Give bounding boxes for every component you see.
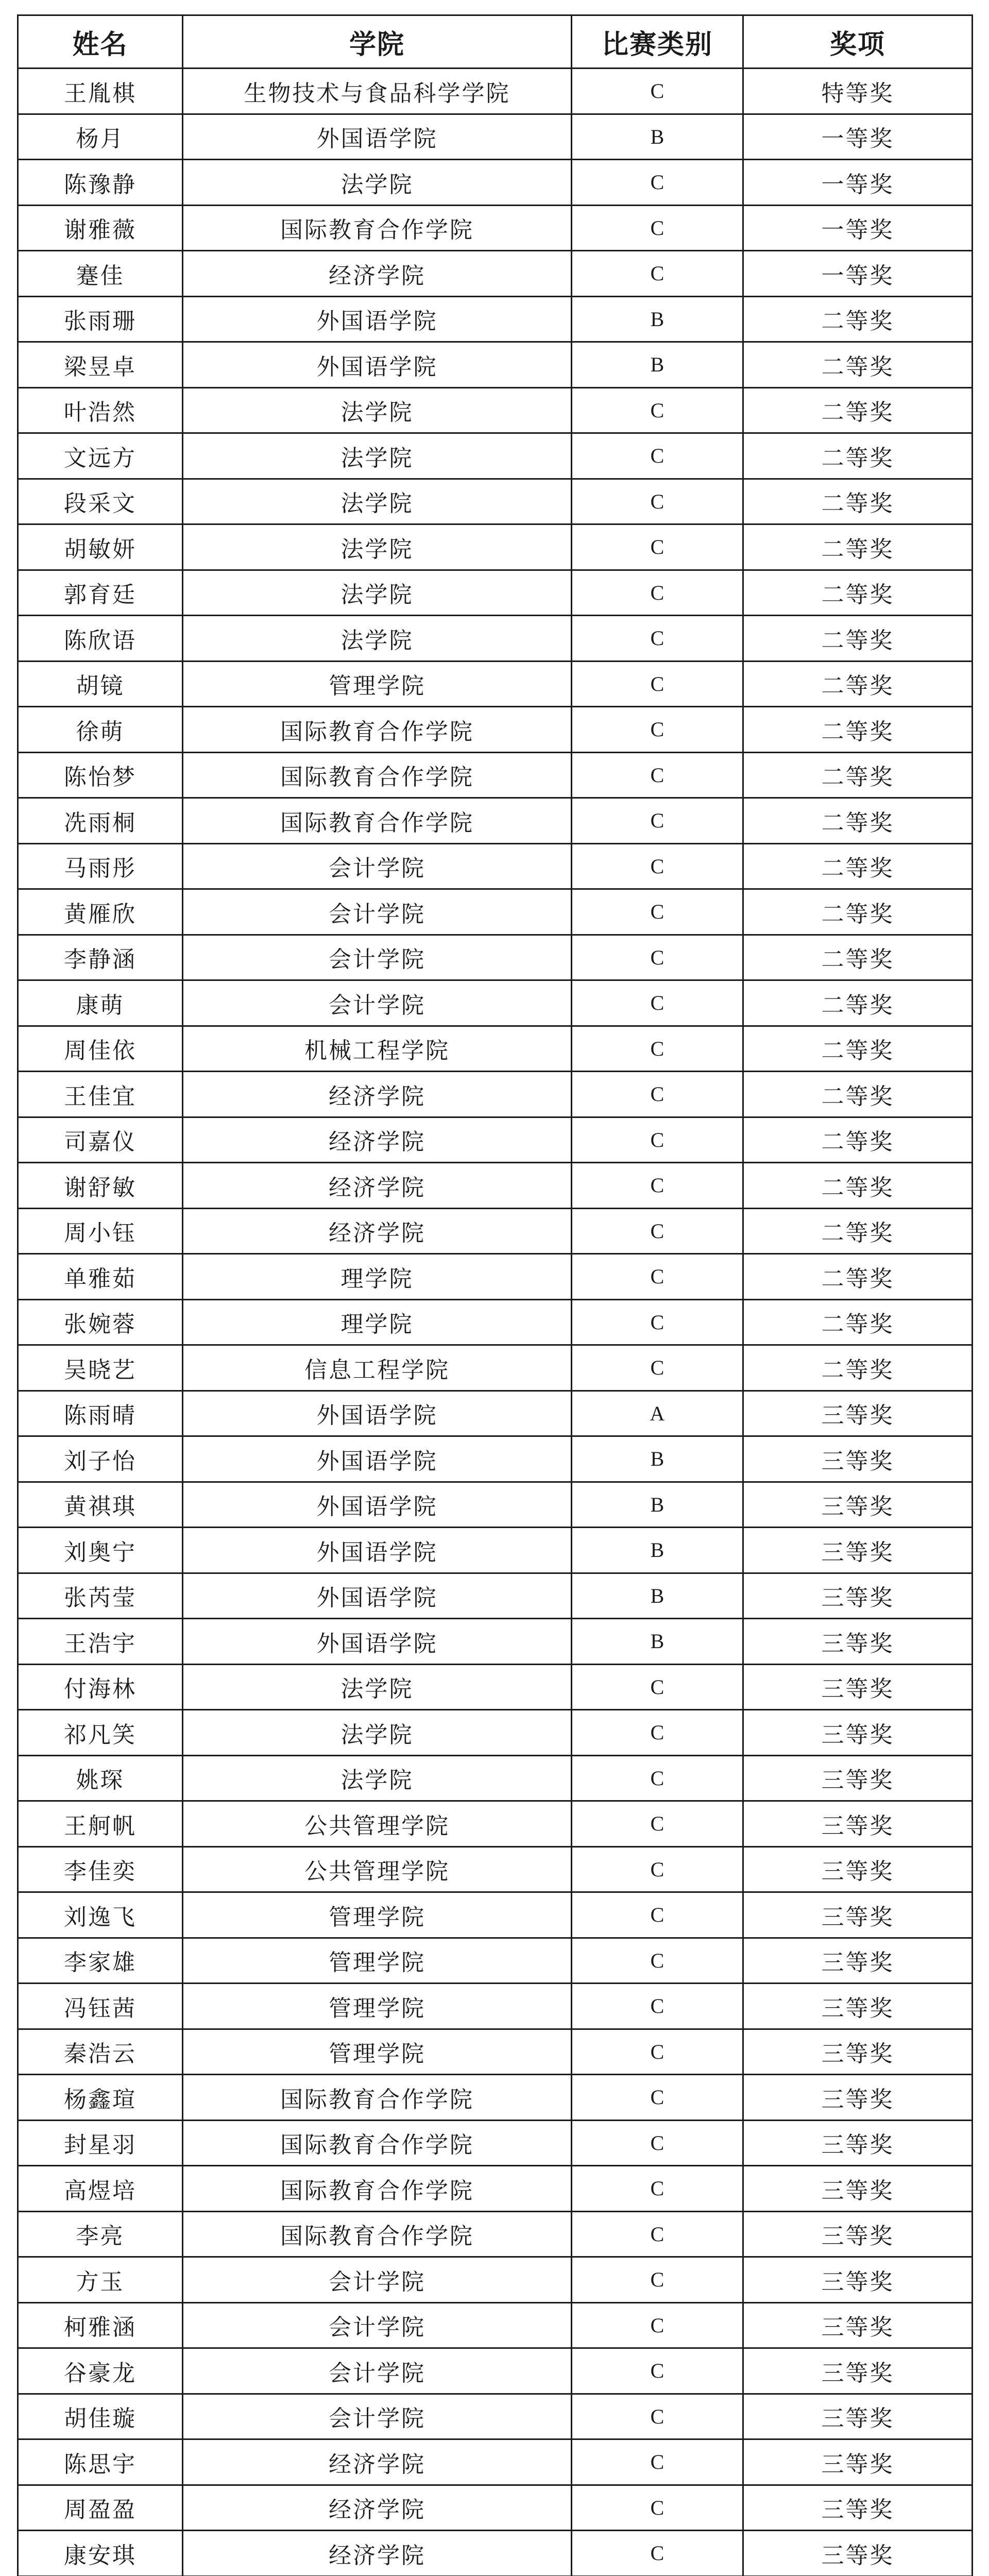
cell-college: 经济学院 (183, 251, 572, 297)
cell-award: 二等奖 (743, 843, 973, 889)
cell-category: C (572, 1938, 743, 1984)
cell-award: 二等奖 (743, 479, 973, 524)
table-row (18, 570, 973, 616)
cell-name: 高煜培 (18, 2166, 183, 2212)
cell-category: C (572, 889, 743, 935)
cell-category: C (572, 1345, 743, 1391)
table-row (18, 2302, 973, 2348)
table-row (18, 752, 973, 798)
cell-college: 国际教育合作学院 (183, 2166, 572, 2212)
cell-name: 王浩宇 (18, 1619, 183, 1665)
cell-name: 王舸帆 (18, 1801, 183, 1847)
cell-name: 谷豪龙 (18, 2348, 183, 2394)
cell-college: 会计学院 (183, 889, 572, 935)
cell-award: 三等奖 (743, 1938, 973, 1984)
cell-name: 张婉蓉 (18, 1299, 183, 1345)
table-row (18, 935, 973, 980)
cell-award: 二等奖 (743, 570, 973, 616)
cell-name: 周小钰 (18, 1208, 183, 1254)
cell-college: 经济学院 (183, 2531, 572, 2576)
cell-award: 二等奖 (743, 980, 973, 1026)
cell-award: 一等奖 (743, 205, 973, 251)
table-row (18, 1619, 973, 1665)
cell-name: 胡敏妍 (18, 524, 183, 570)
table-row (18, 69, 973, 114)
table-row (18, 616, 973, 662)
cell-category: B (572, 296, 743, 342)
cell-college: 理学院 (183, 1299, 572, 1345)
cell-category: C (572, 433, 743, 479)
cell-college: 管理学院 (183, 661, 572, 707)
cell-name: 张雨珊 (18, 296, 183, 342)
table-row (18, 1117, 973, 1163)
cell-college: 经济学院 (183, 1208, 572, 1254)
cell-college: 经济学院 (183, 1163, 572, 1209)
table-header (18, 15, 973, 69)
cell-category: C (572, 1801, 743, 1847)
cell-college: 经济学院 (183, 1072, 572, 1117)
cell-award: 一等奖 (743, 114, 973, 160)
table-row (18, 251, 973, 297)
cell-award: 三等奖 (743, 1984, 973, 2029)
cell-college: 法学院 (183, 524, 572, 570)
table-body (18, 69, 973, 2576)
cell-award: 三等奖 (743, 2029, 973, 2075)
cell-college: 公共管理学院 (183, 1801, 572, 1847)
cell-name: 周盈盈 (18, 2485, 183, 2531)
award-table (17, 14, 973, 2576)
cell-name: 叶浩然 (18, 387, 183, 433)
table-row (18, 1299, 973, 1345)
cell-college: 外国语学院 (183, 1436, 572, 1482)
cell-award: 二等奖 (743, 616, 973, 662)
cell-category: C (572, 1026, 743, 1072)
cell-name: 吴晓艺 (18, 1345, 183, 1391)
cell-award: 三等奖 (743, 1755, 973, 1801)
cell-name: 陈豫静 (18, 160, 183, 206)
cell-college: 会计学院 (183, 980, 572, 1026)
cell-college: 会计学院 (183, 2394, 572, 2439)
cell-award: 二等奖 (743, 798, 973, 844)
header-category: 比赛类别 (572, 15, 743, 69)
table-row (18, 479, 973, 524)
table-row (18, 2075, 973, 2121)
cell-name: 郭育廷 (18, 570, 183, 616)
header-award: 奖项 (743, 15, 973, 69)
cell-college: 外国语学院 (183, 1528, 572, 1573)
cell-category: C (572, 1892, 743, 1938)
cell-category: C (572, 752, 743, 798)
cell-name: 秦浩云 (18, 2029, 183, 2075)
cell-category: C (572, 2075, 743, 2121)
cell-name: 陈怡梦 (18, 752, 183, 798)
cell-category: B (572, 114, 743, 160)
table-row (18, 1528, 973, 1573)
cell-name: 胡佳璇 (18, 2394, 183, 2439)
cell-category: C (572, 1710, 743, 1756)
cell-name: 李家雄 (18, 1938, 183, 1984)
cell-category: C (572, 1117, 743, 1163)
cell-award: 三等奖 (743, 2485, 973, 2531)
cell-college: 国际教育合作学院 (183, 752, 572, 798)
table-row (18, 1482, 973, 1528)
cell-award: 三等奖 (743, 2439, 973, 2485)
cell-award: 三等奖 (743, 2211, 973, 2257)
cell-award: 三等奖 (743, 2166, 973, 2212)
cell-college: 国际教育合作学院 (183, 2211, 572, 2257)
table-row (18, 205, 973, 251)
cell-award: 三等奖 (743, 1619, 973, 1665)
cell-name: 陈雨晴 (18, 1391, 183, 1436)
cell-award: 三等奖 (743, 1528, 973, 1573)
cell-name: 文远方 (18, 433, 183, 479)
cell-name: 姚琛 (18, 1755, 183, 1801)
cell-category: C (572, 1163, 743, 1209)
table-row (18, 2211, 973, 2257)
cell-award: 二等奖 (743, 1208, 973, 1254)
cell-college: 生物技术与食品科学学院 (183, 69, 572, 114)
cell-category: C (572, 2211, 743, 2257)
cell-college: 外国语学院 (183, 342, 572, 388)
cell-award: 三等奖 (743, 1573, 973, 1619)
cell-award: 二等奖 (743, 1345, 973, 1391)
table-row (18, 1846, 973, 1892)
cell-name: 康萌 (18, 980, 183, 1026)
table-row (18, 2485, 973, 2531)
cell-category: C (572, 2439, 743, 2485)
cell-award: 三等奖 (743, 1846, 973, 1892)
cell-award: 三等奖 (743, 2120, 973, 2166)
header-row (18, 15, 973, 69)
cell-category: C (572, 2257, 743, 2303)
cell-award: 二等奖 (743, 1163, 973, 1209)
cell-college: 法学院 (183, 160, 572, 206)
cell-college: 国际教育合作学院 (183, 707, 572, 753)
cell-name: 段采文 (18, 479, 183, 524)
cell-college: 机械工程学院 (183, 1026, 572, 1072)
table-row (18, 1254, 973, 1300)
cell-category: C (572, 1846, 743, 1892)
table-row (18, 1984, 973, 2029)
cell-college: 国际教育合作学院 (183, 2075, 572, 2121)
cell-award: 二等奖 (743, 342, 973, 388)
table-row (18, 114, 973, 160)
cell-category: B (572, 1528, 743, 1573)
cell-category: C (572, 616, 743, 662)
table-row (18, 1208, 973, 1254)
cell-award: 三等奖 (743, 2394, 973, 2439)
cell-name: 李静涵 (18, 935, 183, 980)
cell-name: 祁凡笑 (18, 1710, 183, 1756)
cell-award: 二等奖 (743, 296, 973, 342)
cell-category: C (572, 2348, 743, 2394)
table-row (18, 843, 973, 889)
table-row (18, 1664, 973, 1710)
cell-award: 二等奖 (743, 433, 973, 479)
cell-category: C (572, 479, 743, 524)
table-row (18, 1938, 973, 1984)
cell-category: C (572, 2394, 743, 2439)
cell-category: C (572, 1755, 743, 1801)
cell-category: C (572, 387, 743, 433)
cell-name: 刘子怡 (18, 1436, 183, 1482)
cell-college: 法学院 (183, 1755, 572, 1801)
table-row (18, 433, 973, 479)
table-row (18, 387, 973, 433)
cell-name: 谢雅薇 (18, 205, 183, 251)
cell-college: 会计学院 (183, 935, 572, 980)
table-row (18, 2029, 973, 2075)
table-row (18, 524, 973, 570)
header-college: 学院 (183, 15, 572, 69)
cell-award: 特等奖 (743, 69, 973, 114)
cell-category: C (572, 2485, 743, 2531)
table-row (18, 2531, 973, 2576)
cell-award: 三等奖 (743, 1436, 973, 1482)
cell-award: 三等奖 (743, 1801, 973, 1847)
table-row (18, 1892, 973, 1938)
cell-award: 三等奖 (743, 1482, 973, 1528)
cell-award: 二等奖 (743, 1072, 973, 1117)
cell-category: C (572, 661, 743, 707)
cell-award: 二等奖 (743, 889, 973, 935)
cell-category: C (572, 205, 743, 251)
cell-name: 谢舒敏 (18, 1163, 183, 1209)
cell-award: 一等奖 (743, 251, 973, 297)
table-row (18, 2394, 973, 2439)
cell-name: 方玉 (18, 2257, 183, 2303)
table-row (18, 2257, 973, 2303)
cell-category: C (572, 843, 743, 889)
cell-name: 王胤棋 (18, 69, 183, 114)
cell-award: 三等奖 (743, 1710, 973, 1756)
table-row (18, 160, 973, 206)
cell-name: 陈欣语 (18, 616, 183, 662)
cell-name: 黄祺琪 (18, 1482, 183, 1528)
table-row (18, 2166, 973, 2212)
cell-name: 付海林 (18, 1664, 183, 1710)
cell-category: C (572, 1254, 743, 1300)
cell-award: 二等奖 (743, 524, 973, 570)
table-row (18, 2439, 973, 2485)
cell-category: C (572, 935, 743, 980)
table-row (18, 1755, 973, 1801)
cell-college: 法学院 (183, 433, 572, 479)
cell-name: 徐萌 (18, 707, 183, 753)
cell-college: 管理学院 (183, 1938, 572, 1984)
cell-category: B (572, 342, 743, 388)
cell-name: 康安琪 (18, 2531, 183, 2576)
table-row (18, 798, 973, 844)
cell-award: 二等奖 (743, 1299, 973, 1345)
cell-name: 蹇佳 (18, 251, 183, 297)
cell-award: 一等奖 (743, 160, 973, 206)
cell-name: 杨鑫瑄 (18, 2075, 183, 2121)
cell-name: 陈思宇 (18, 2439, 183, 2485)
table-row (18, 296, 973, 342)
cell-college: 国际教育合作学院 (183, 205, 572, 251)
table-row (18, 2120, 973, 2166)
cell-category: C (572, 160, 743, 206)
cell-category: C (572, 1984, 743, 2029)
cell-award: 三等奖 (743, 2348, 973, 2394)
cell-college: 法学院 (183, 570, 572, 616)
cell-name: 周佳依 (18, 1026, 183, 1072)
cell-college: 法学院 (183, 1710, 572, 1756)
cell-category: B (572, 1573, 743, 1619)
header-name: 姓名 (18, 15, 183, 69)
cell-award: 二等奖 (743, 752, 973, 798)
cell-college: 会计学院 (183, 2302, 572, 2348)
cell-category: C (572, 1299, 743, 1345)
cell-college: 管理学院 (183, 1984, 572, 2029)
cell-college: 外国语学院 (183, 1573, 572, 1619)
cell-college: 外国语学院 (183, 296, 572, 342)
cell-category: C (572, 707, 743, 753)
cell-award: 三等奖 (743, 2075, 973, 2121)
cell-name: 刘逸飞 (18, 1892, 183, 1938)
table-row (18, 1436, 973, 1482)
cell-name: 封星羽 (18, 2120, 183, 2166)
cell-award: 三等奖 (743, 2531, 973, 2576)
cell-award: 二等奖 (743, 387, 973, 433)
cell-college: 经济学院 (183, 2439, 572, 2485)
cell-category: C (572, 570, 743, 616)
cell-category: C (572, 524, 743, 570)
table-row (18, 342, 973, 388)
cell-category: C (572, 1208, 743, 1254)
cell-category: C (572, 2166, 743, 2212)
cell-name: 单雅茹 (18, 1254, 183, 1300)
table-row (18, 2348, 973, 2394)
cell-college: 法学院 (183, 1664, 572, 1710)
cell-award: 二等奖 (743, 707, 973, 753)
cell-award: 二等奖 (743, 1026, 973, 1072)
cell-category: C (572, 69, 743, 114)
cell-college: 国际教育合作学院 (183, 798, 572, 844)
table-row (18, 661, 973, 707)
cell-category: C (572, 2120, 743, 2166)
cell-award: 三等奖 (743, 1391, 973, 1436)
cell-category: A (572, 1391, 743, 1436)
cell-name: 冼雨桐 (18, 798, 183, 844)
cell-name: 李佳奕 (18, 1846, 183, 1892)
cell-name: 刘奥宁 (18, 1528, 183, 1573)
cell-college: 会计学院 (183, 843, 572, 889)
cell-category: C (572, 2531, 743, 2576)
cell-award: 二等奖 (743, 935, 973, 980)
cell-category: C (572, 1664, 743, 1710)
cell-award: 二等奖 (743, 1117, 973, 1163)
cell-college: 信息工程学院 (183, 1345, 572, 1391)
cell-category: C (572, 798, 743, 844)
cell-name: 杨月 (18, 114, 183, 160)
cell-category: C (572, 980, 743, 1026)
cell-name: 司嘉仪 (18, 1117, 183, 1163)
cell-college: 公共管理学院 (183, 1846, 572, 1892)
cell-college: 法学院 (183, 479, 572, 524)
cell-name: 冯钰茜 (18, 1984, 183, 2029)
cell-award: 二等奖 (743, 1254, 973, 1300)
cell-category: B (572, 1482, 743, 1528)
cell-name: 李亮 (18, 2211, 183, 2257)
table-row (18, 1391, 973, 1436)
cell-award: 三等奖 (743, 1664, 973, 1710)
cell-name: 柯雅涵 (18, 2302, 183, 2348)
cell-category: C (572, 251, 743, 297)
cell-college: 经济学院 (183, 1117, 572, 1163)
cell-name: 黄雁欣 (18, 889, 183, 935)
table-row (18, 1710, 973, 1756)
cell-name: 梁昱卓 (18, 342, 183, 388)
table-row (18, 1573, 973, 1619)
table-row (18, 980, 973, 1026)
cell-award: 三等奖 (743, 2302, 973, 2348)
cell-college: 法学院 (183, 616, 572, 662)
cell-college: 理学院 (183, 1254, 572, 1300)
cell-category: C (572, 1072, 743, 1117)
cell-college: 外国语学院 (183, 1391, 572, 1436)
table-row (18, 1072, 973, 1117)
cell-college: 会计学院 (183, 2257, 572, 2303)
cell-college: 管理学院 (183, 2029, 572, 2075)
cell-college: 外国语学院 (183, 1482, 572, 1528)
cell-college: 会计学院 (183, 2348, 572, 2394)
cell-category: B (572, 1619, 743, 1665)
cell-name: 马雨彤 (18, 843, 183, 889)
cell-name: 王佳宜 (18, 1072, 183, 1117)
cell-award: 二等奖 (743, 661, 973, 707)
table-row (18, 1026, 973, 1072)
cell-award: 三等奖 (743, 1892, 973, 1938)
cell-category: C (572, 2302, 743, 2348)
table-row (18, 1163, 973, 1209)
cell-college: 外国语学院 (183, 114, 572, 160)
cell-college: 法学院 (183, 387, 572, 433)
cell-name: 胡镜 (18, 661, 183, 707)
table-row (18, 889, 973, 935)
cell-college: 管理学院 (183, 1892, 572, 1938)
cell-award: 三等奖 (743, 2257, 973, 2303)
cell-name: 张芮莹 (18, 1573, 183, 1619)
table-row (18, 707, 973, 753)
cell-category: C (572, 2029, 743, 2075)
cell-college: 国际教育合作学院 (183, 2120, 572, 2166)
cell-college: 经济学院 (183, 2485, 572, 2531)
cell-category: B (572, 1436, 743, 1482)
table-row (18, 1801, 973, 1847)
table-row (18, 1345, 973, 1391)
cell-college: 外国语学院 (183, 1619, 572, 1665)
